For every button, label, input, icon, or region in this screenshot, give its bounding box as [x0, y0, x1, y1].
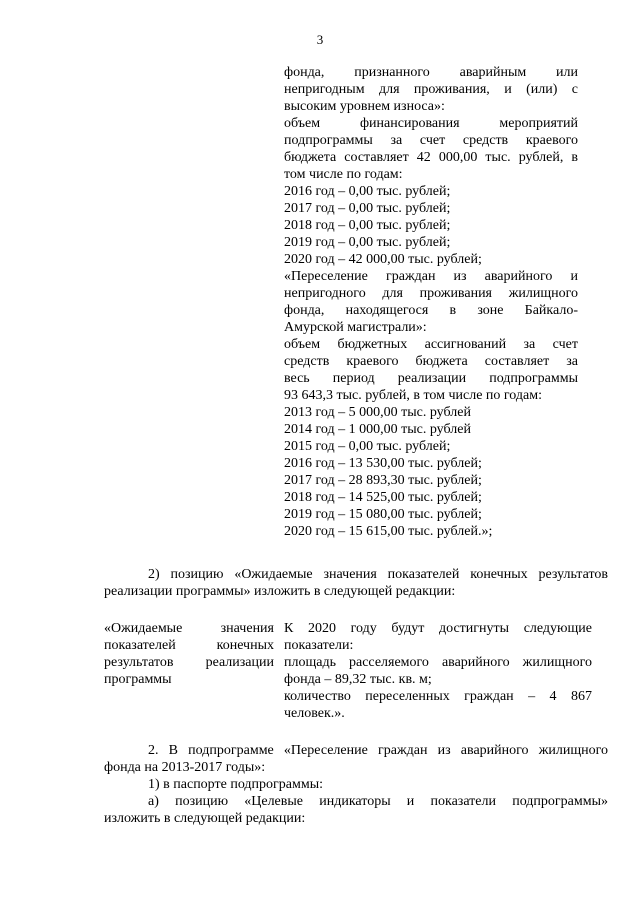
year-line: 2019 год – 15 080,00 тыс. рублей; — [284, 507, 482, 522]
year-line: 2017 год – 0,00 тыс. рублей; — [284, 201, 451, 216]
text-line: высоким уровнем износа»: — [284, 99, 445, 114]
text-line: 93 643,3 тыс. рублей, в том числе по годам: — [284, 388, 542, 403]
text-line: 1) в паспорте подпрограммы: — [148, 777, 324, 792]
text-line: показатели: — [284, 638, 354, 653]
text-line: результатов реализации — [104, 655, 274, 670]
right-column — [284, 64, 578, 540]
paragraph-housing-fund — [284, 64, 578, 115]
page-number: 3 — [316, 32, 324, 47]
text-line: 2) позицию «Ожидаемые значения показателей конечных результатов — [148, 567, 608, 582]
text-line: изложить в следующей редакции: — [104, 811, 306, 826]
text-line: том числе по годам: — [284, 167, 403, 182]
section-2-paragraph — [104, 742, 608, 827]
text-line: показателей конечных — [104, 638, 274, 653]
year-line: 2013 год – 5 000,00 тыс. рублей — [284, 405, 471, 420]
text-line: бюджета составляет 42 000,00 тыс. рублей, в — [284, 150, 578, 165]
year-line: 2016 год – 13 530,00 тыс. рублей; — [284, 456, 482, 471]
text-line: весь период реализации подпрограммы — [284, 371, 578, 386]
text-line: подпрограммы за счет средств краевого — [284, 133, 578, 148]
text-line: количество переселенных граждан – 4 867 — [284, 689, 592, 704]
text-line: а) позицию «Целевые индикаторы и показатели подпрограммы» — [148, 794, 608, 809]
text-line: фонда на 2013-2017 годы»: — [104, 760, 266, 775]
text-line: «Переселение граждан из аварийного и — [284, 269, 578, 284]
year-line: 2018 год – 0,00 тыс. рублей; — [284, 218, 451, 233]
paragraph-bam-resettlement — [284, 268, 578, 336]
year-line: 2015 год – 0,00 тыс. рублей; — [284, 439, 451, 454]
text-line: К 2020 году будут достигнуты следующие — [284, 621, 592, 636]
years-list-a — [284, 183, 578, 268]
paragraph-financing-volume — [284, 115, 578, 183]
text-line: фонда, признанного аварийным или — [284, 65, 578, 80]
text-line: площадь расселяемого аварийного жилищного — [284, 655, 592, 670]
table-right-cell — [284, 620, 592, 722]
year-line: 2019 год – 0,00 тыс. рублей; — [284, 235, 451, 250]
year-line: 2017 год – 28 893,30 тыс. рублей; — [284, 473, 482, 488]
text-line: 2. В подпрограмме «Переселение граждан из аварийного жилищного — [148, 743, 608, 758]
years-list-b — [284, 404, 578, 540]
text-line: фонда – 89,32 тыс. кв. м; — [284, 672, 432, 687]
text-line: объем финансирования мероприятий — [284, 116, 578, 131]
text-line: Амурской магистрали»: — [284, 320, 427, 335]
text-line: человек.». — [284, 706, 345, 721]
item-2-paragraph — [104, 566, 608, 600]
year-line: 2020 год – 42 000,00 тыс. рублей; — [284, 252, 482, 267]
paragraph-budget-allocations — [284, 336, 578, 404]
text-line: средств краевого бюджета составляет за — [284, 354, 578, 369]
year-line: 2018 год – 14 525,00 тыс. рублей; — [284, 490, 482, 505]
text-line: реализации программы» изложить в следующей редакции: — [104, 584, 456, 599]
text-line: «Ожидаемые значения — [104, 621, 274, 636]
text-line: объем бюджетных ассигнований за счет — [284, 337, 578, 352]
text-line: непригодным для проживания, и (или) с — [284, 82, 578, 97]
table-left-cell — [104, 620, 274, 688]
year-line: 2016 год – 0,00 тыс. рублей; — [284, 184, 451, 199]
text-line: фонда, находящегося в зоне Байкало- — [284, 303, 578, 318]
text-line: непригодного для проживания жилищного — [284, 286, 578, 301]
text-line: программы — [104, 672, 172, 687]
year-line: 2020 год – 15 615,00 тыс. рублей.»; — [284, 524, 493, 539]
year-line: 2014 год – 1 000,00 тыс. рублей — [284, 422, 471, 437]
